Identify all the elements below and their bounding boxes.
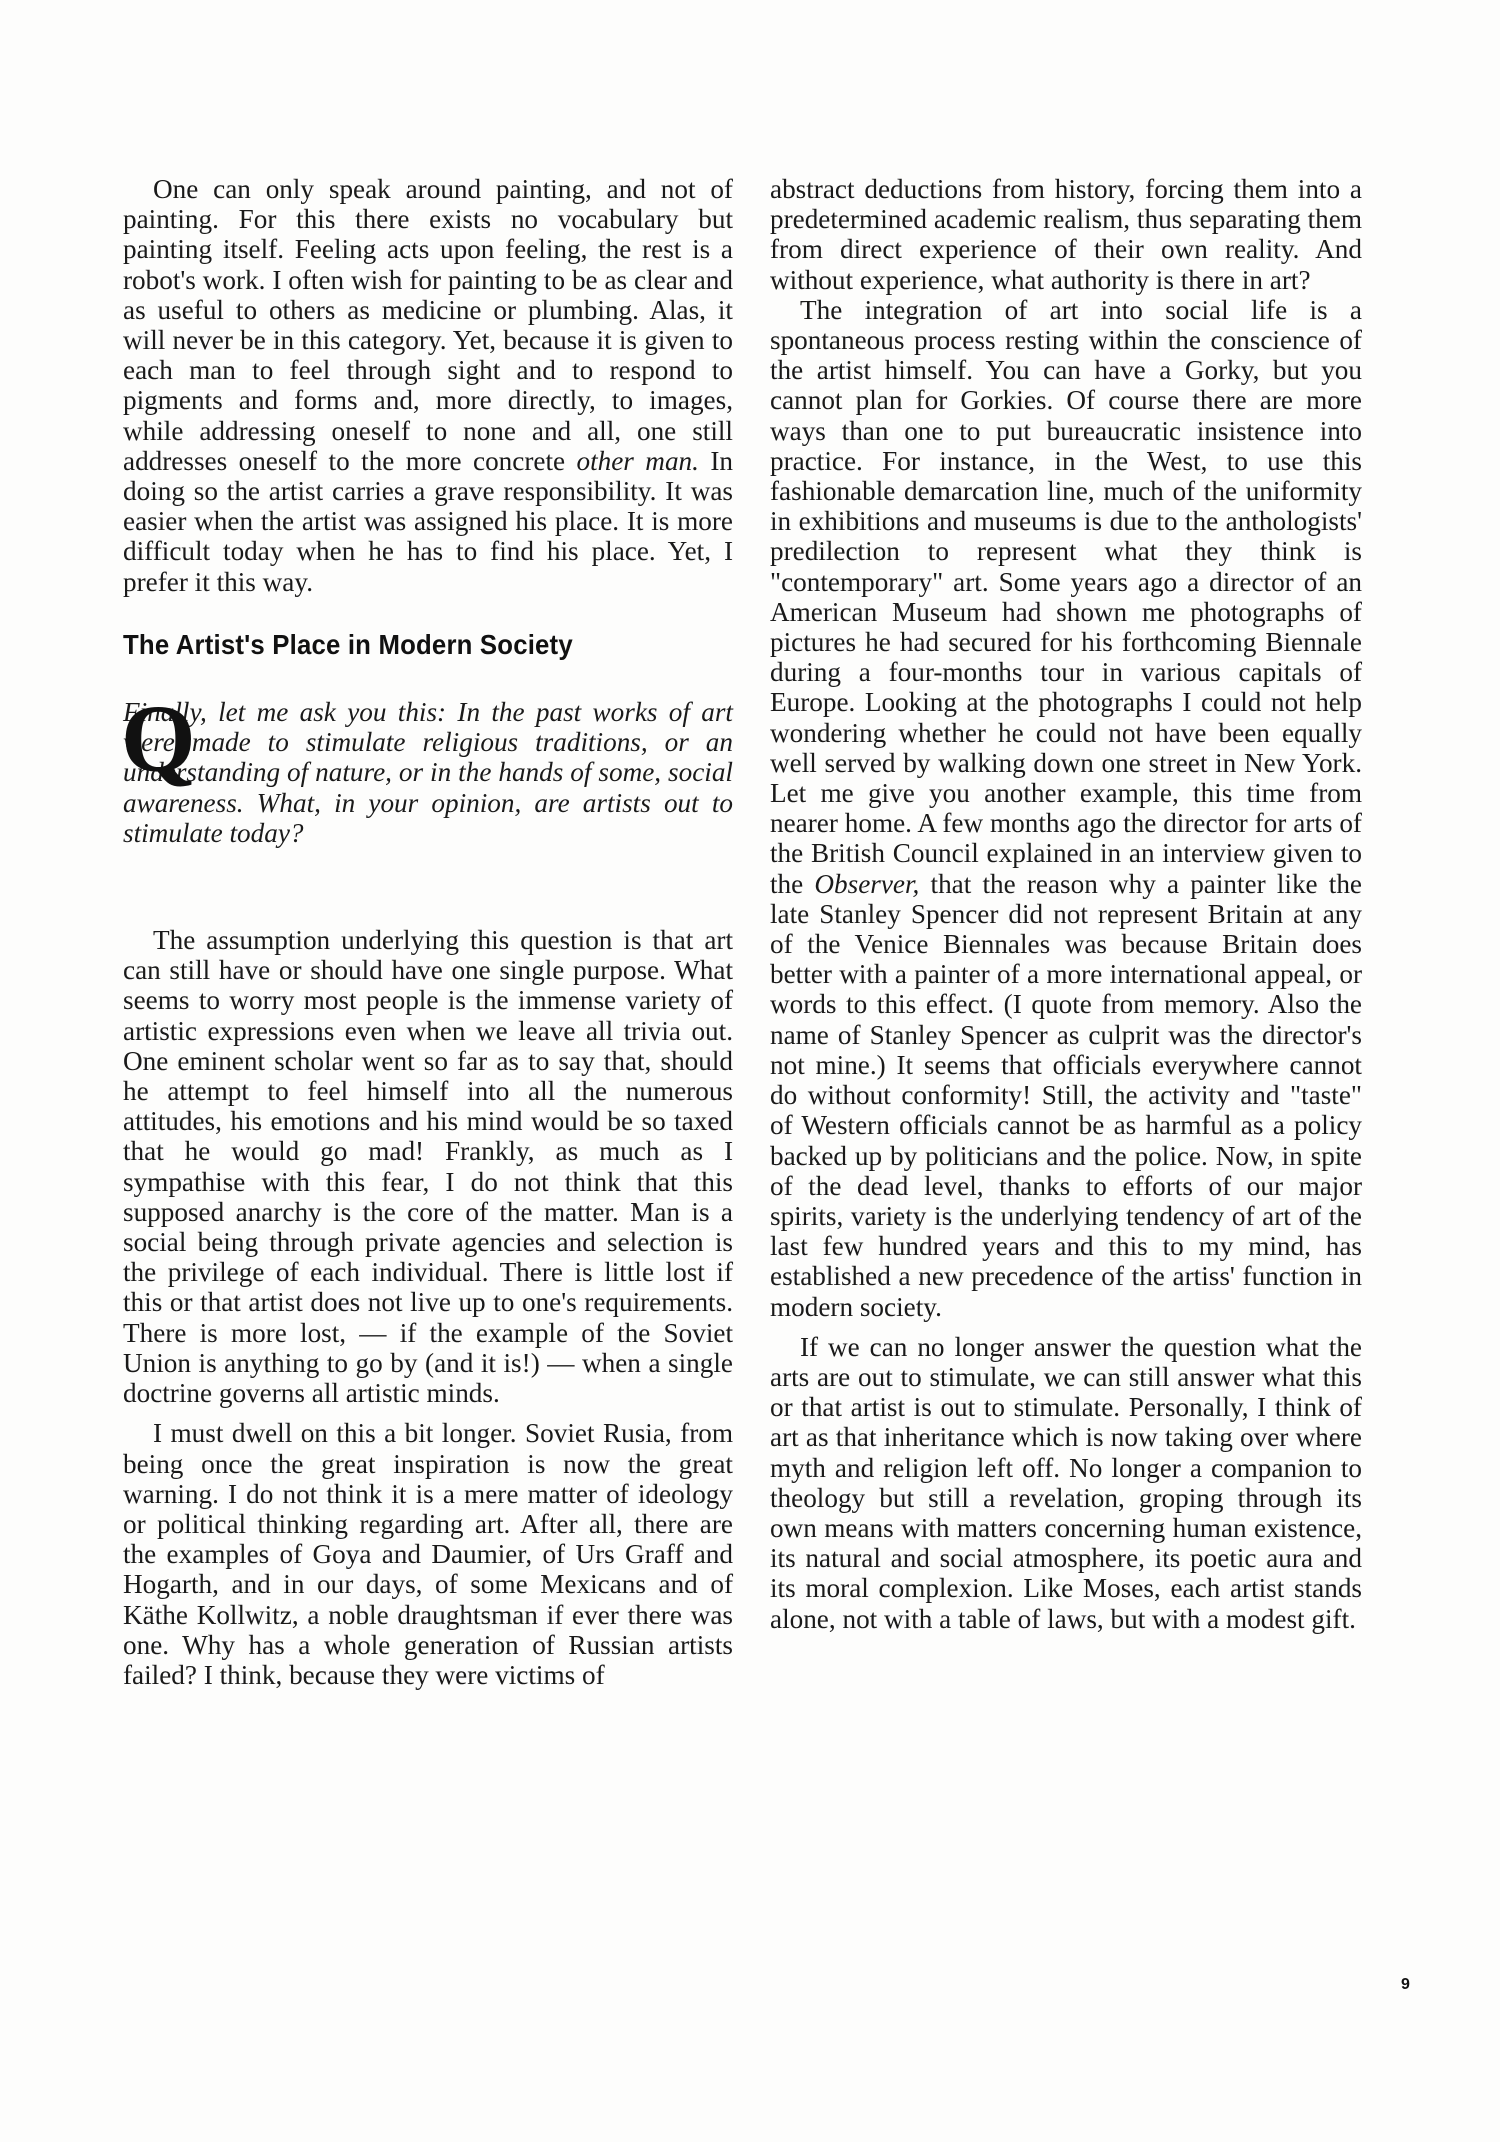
- paragraph: [770, 295, 1362, 1322]
- spacer: [123, 1408, 733, 1418]
- paragraph-text: In doing so the artist carries a grave responsibility. It was easier when the artist was assigned his place. It is more difficult today when he has to find his place. Yet, I prefer it this way.: [123, 445, 734, 597]
- question-text: Finally, let me ask you this: In the past works of art were made to stimulate religious traditions, or an understanding of nature, or in the hands of some, social awareness. What, in your opinion, are artists out to stimulate today?: [123, 697, 733, 848]
- paragraph: The assumption underlying this question is that art can still have or should have one single purpose. What seems to worry most people is the immense variety of artistic expressions even when we leave all trivia out. One eminent scholar went so far as to say that, should he attempt to feel himself into all the numerous attitudes, his emotions and his mind would be so taxed that he would go mad! Frankly, as much as I sympathise with this fear, I do not think that this supposed anarchy is the core of the matter. Man is a social being through private agencies and selection is the privilege of each individual. There is little lost if this or that artist does not live up to one's requirements. There is more lost, — if the example of the Soviet Union is anything to go by (and it is!) — when a single doctrine governs all artistic minds.: [123, 925, 733, 1409]
- spacer: [123, 897, 733, 925]
- paragraph: If we can no longer answer the question what the arts are out to stimulate, we can still answer what this or that artist is out to stimulate. Personally, I think of art as that inheritance which is now taking over where myth and religion left off. No longer a companion to theology but still a revelation, groping through its own means with matters concerning human existence, its natural and social atmosphere, its poetic aura and its moral complexion. Like Moses, each artist stands alone, not with a table of laws, but with a modest gift.: [770, 1331, 1362, 1634]
- italic-text: Observer,: [814, 868, 920, 899]
- italic-text: other man.: [576, 445, 699, 476]
- section-heading: The Artist's Place in Modern Society: [123, 628, 573, 660]
- right-column: [770, 174, 1362, 1634]
- paragraph: abstract deductions from history, forcing them into a predetermined academic realism, thus separating them from direct experience of their own reality. And without experience, what authority is there in art?: [770, 174, 1362, 295]
- drop-cap-q: Q: [121, 685, 196, 793]
- paragraph-text: The integration of art into social life is a spontaneous process resting within the conscience of the artist himself. You can have a Gorky, but you cannot plan for Gorkies. Of course there are more ways than one to put bureaucratic insistence into practice. For instance, in the West, to use this fashionable demarcation line, much of the uniformity in exhibitions and museums is due to the anthologists' predilection to represent what they think is "contemporary" art. Some years ago a director of an American Museum had shown me photographs of pictures he had secured for his forthcoming Biennale during a four-months tour in various capitals of Europe. Looking at the photographs I could not help wondering whether he could not have been equally well served by walking down one street in New York. Let me give you another example, this time from nearer home. A few months ago the director for arts of the British Council explained in an interview given to the: [770, 294, 1362, 899]
- question-block: [121, 685, 733, 897]
- spacer: [770, 1322, 1362, 1332]
- left-column: [123, 174, 733, 1690]
- paragraph: I must dwell on this a bit longer. Soviet Rusia, from being once the great inspiration is now the great warning. I do not think it is a mere matter of ideology or political thinking regarding art. After all, there are the examples of Goya and Daumier, of Urs Graff and Hogarth, and in our days, of some Mexicans and of Käthe Kollwitz, a noble draughtsman if ever there was one. Why has a whole generation of Russian artists failed? I think, because they were victims of: [123, 1418, 733, 1690]
- paragraph-text: One can only speak around painting, and not of painting. For this there exists no vocabulary but painting itself. Feeling acts upon feeling, the rest is a robot's work. I often wish for painting to be as clear and as useful to others as medicine or plumbing. Alas, it will never be in this category. Yet, because it is given to each man to feel through sight and to respond to pigments and forms and, more directly, to images, while addressing oneself to none and all, one still addresses oneself to the more concrete: [123, 174, 733, 476]
- paragraph-text: that the reason why a painter like the late Stanley Spencer did not represent Britain at any of the Venice Biennales was because Britain does better with a painter of a more international appeal, or words to this effect. (I quote from memory. Also the name of Stanley Spencer as culprit was the director's not mine.) It seems that officials everywhere cannot do without conformity! Still, the activity and "taste" of Western officials cannot be as harmful as a policy backed up by politicians and the police. Now, in spite of the dead level, thanks to efforts of our major spirits, variety is the underlying tendency of art of the last few hundred years and this to my mind, has established a new precedence of the artiss' function in modern society.: [770, 868, 1362, 1322]
- paragraph: [123, 174, 733, 597]
- page-number: 9: [1401, 1976, 1410, 1993]
